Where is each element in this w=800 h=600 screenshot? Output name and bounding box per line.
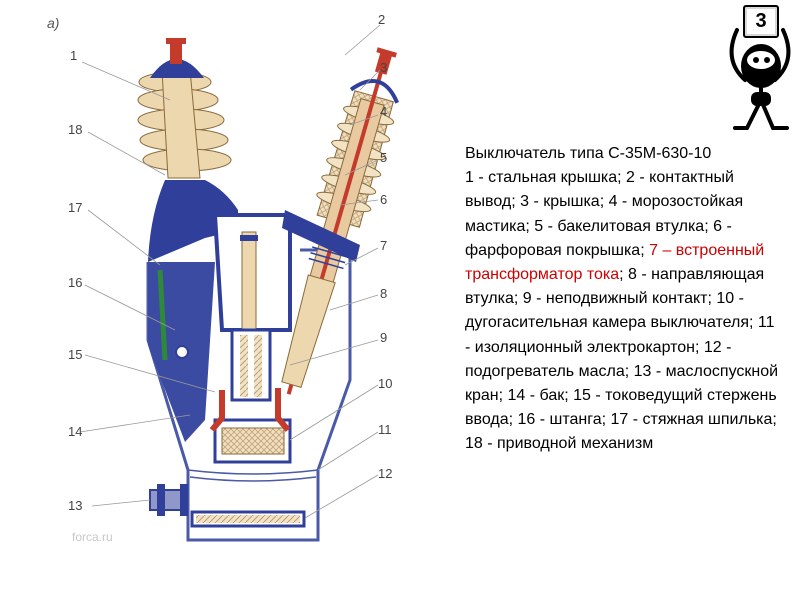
caption-highlight: 7 – встроенный трансформатор тока xyxy=(465,241,765,284)
callout-7: 7 xyxy=(380,238,388,253)
callout-14: 14 xyxy=(68,424,83,439)
callout-6: 6 xyxy=(380,192,388,207)
callout-9: 9 xyxy=(380,330,388,345)
callout-13: 13 xyxy=(68,498,83,513)
callout-12: 12 xyxy=(378,466,393,481)
callout-3: 3 xyxy=(380,60,388,75)
callout-1: 1 xyxy=(70,48,78,63)
callout-10: 10 xyxy=(378,376,393,391)
callout-8: 8 xyxy=(380,286,388,301)
caption-part-2: ; 8 - направляющая втулка; 9 - неподвижный контакт; 10 - дугогасительная камера выключателя; 11 - изоляционный электрокартон; 12 - подогреватель масла; 13 - маслоспускной кран; 14 - бак; 15 - токоведущий стержень ввода; 16 - штанга; 17 - стяжная шпилька; 18 - приводной механизм xyxy=(465,266,779,453)
watermark: forca.ru xyxy=(72,530,113,544)
callout-11: 11 xyxy=(378,422,392,437)
callout-4: 4 xyxy=(380,104,388,119)
callout-2: 2 xyxy=(378,12,386,27)
callout-16: 16 xyxy=(68,275,83,290)
panel-label: а) xyxy=(47,15,60,31)
callout-5: 5 xyxy=(380,150,388,165)
callout-15: 15 xyxy=(68,347,83,362)
drain-valve xyxy=(150,484,188,516)
callout-18: 18 xyxy=(68,122,83,137)
caption-part-1: 1 - стальная крышка; 2 - контактный вывод; 3 - крышка; 4 - морозостойкая мастика; 5 - бакелитовая втулка; 6 - фарфоровая покрышка; xyxy=(465,169,744,259)
slide-number-badge: 3 xyxy=(743,5,779,38)
callout-17: 17 xyxy=(68,200,83,215)
caption-title: Выключатель типа С-35М-630-10 xyxy=(465,145,712,162)
caption-text xyxy=(465,142,783,457)
